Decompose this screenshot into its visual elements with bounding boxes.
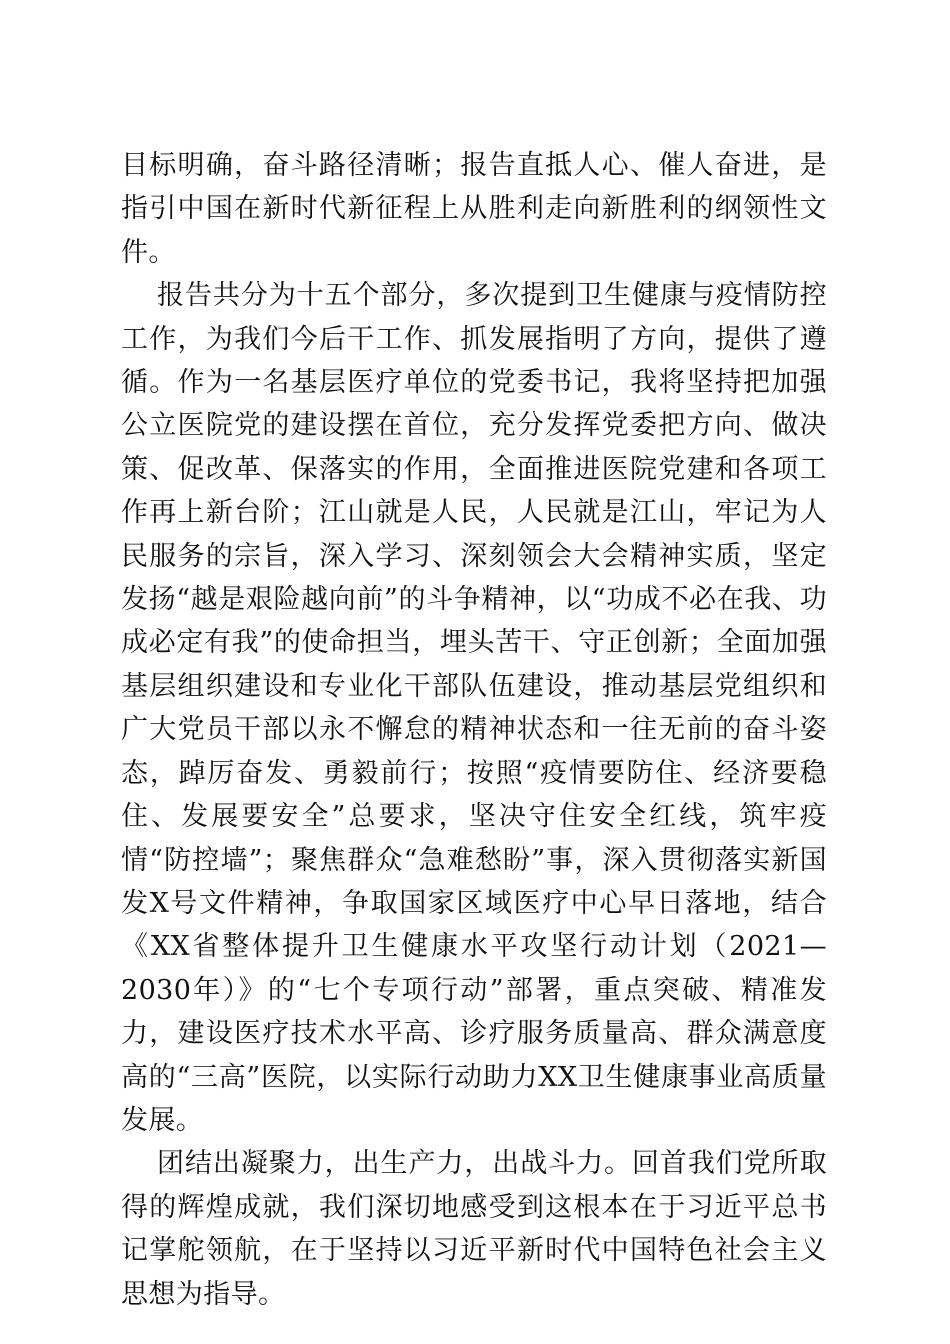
paragraph-unity: 团结出凝聚力，出生产力，出战斗力。回首我们党所取得的辉煌成就，我们深切地感受到这根本在于习近平总书记掌舵领航，在于坚持以习近平新时代中国特色社会主义思想为指导。 (121, 1148, 827, 1310)
paragraph-report-summary: 报告共分为十五个部分，多次提到卫生健康与疫情防控工作，为我们今后干工作、抓发展指明了方向，提供了遵循。作为一名基层医疗单位的党委书记，我将坚持把加强公立医院党的建设摆在首位，充分发挥党委把方向、做决策、促改革、保落实的作用，全面推进医院党建和各项工作再上新台阶；江山就是人民，人民就是江山，牢记为人民服务的宗旨，深入学习、深刻领会大会精神实质，坚定发扬“越是艰险越向前”的斗争精神，以“功成不必在我、功成必定有我”的使命担当，埋头苦干、守正创新；全面加强基层组织建设和专业化干部队伍建设，推动基层党组织和广大党员干部以永不懈怠的精神状态和一往无前的奋斗姿态，踔厉奋发、勇毅前行；按照“疫情要防住、经济要稳住、发展要安全”总要求，坚决守住安全红线，筑牢疫情“防控墙”；聚焦群众“急难愁盼”事，深入贯彻落实新国发X号文件精神，争取国家区域医疗中心早日落地，结合《XX省整体提升卫生健康水平攻坚行动计划（2021—2030年）》的“七个专项行动”部署，重点突破、精准发力，建设医疗技术水平高、诊疗服务质量高、群众满意度高的“三高”医院，以实际行动助力XX卫生健康事业高质量发展。 (121, 280, 827, 1136)
paragraph-continuation: 目标明确，奋斗路径清晰；报告直抵人心、催人奋进，是指引中国在新时代新征程上从胜利走向新胜利的纲领性文件。 (121, 150, 827, 268)
body-text (121, 144, 827, 1316)
